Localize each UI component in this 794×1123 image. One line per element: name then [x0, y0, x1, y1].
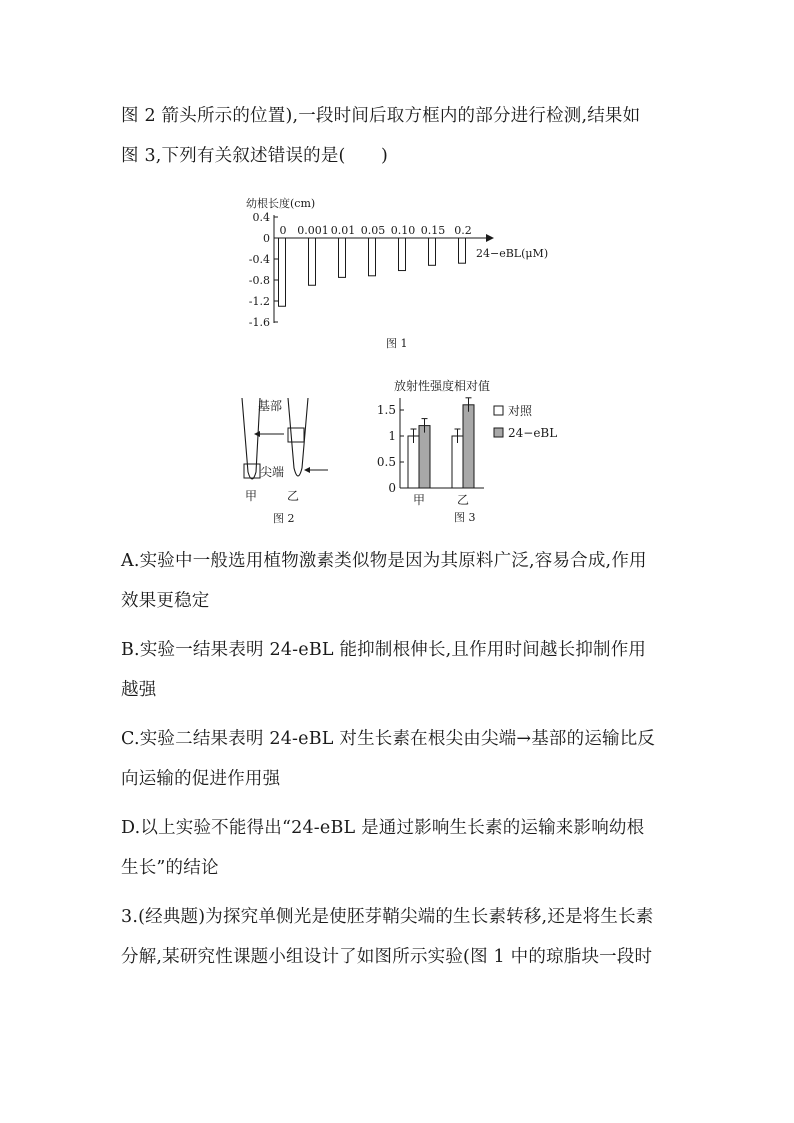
option-c-line-2: 向运输的促进作用强	[121, 769, 281, 789]
figure3-legend-swatch	[494, 406, 503, 415]
figure1-ytick-label: -0.8	[248, 274, 270, 287]
figure1-ytick-label: -1.6	[248, 316, 270, 329]
figure1-category-label: 0.01	[330, 224, 356, 237]
option-c	[121, 719, 681, 799]
intro-paragraph	[121, 96, 681, 176]
figure1-category-label: 0.001	[297, 224, 329, 237]
intro-line-2: 图 3,下列有关叙述错误的是( )	[121, 146, 389, 166]
figure3-legend-swatch	[494, 428, 503, 437]
figure1-ytick-label: -1.2	[248, 295, 270, 308]
figure3-bar	[463, 405, 474, 488]
figure1-bar	[429, 238, 436, 265]
figure1-bar	[369, 238, 376, 276]
figure2-caption: 图 2	[273, 512, 295, 525]
option-a-line-2: 效果更稳定	[121, 591, 210, 611]
option-b-line-1: B.实验一结果表明 24-eBL 能抑制根伸长,且作用时间越长抑制作用	[121, 640, 647, 660]
figure3-caption: 图 3	[454, 511, 476, 524]
figure2-diagram	[236, 394, 336, 530]
figure3-ytick-label: 0.5	[376, 455, 396, 469]
root-jia-tip-box	[244, 464, 260, 478]
figure1-bar	[459, 238, 466, 263]
root-yi	[288, 398, 308, 476]
option-b-line-2: 越强	[121, 680, 157, 700]
figure1-bar	[279, 238, 286, 306]
figure1-ylabel: 幼根长度(cm)	[246, 197, 316, 210]
figure3-category-label: 甲	[412, 493, 426, 507]
figure1-category-label: 0.10	[390, 224, 416, 237]
figure3-ytick-label: 1.5	[376, 403, 396, 417]
figure1-xlabel: 24−eBL(μM)	[476, 247, 549, 260]
option-a	[121, 541, 681, 621]
label-base: 基部	[258, 399, 283, 413]
question3-line-2: 分解,某研究性课题小组设计了如图所示实验(图 1 中的琼脂块一段时	[121, 947, 653, 967]
figure3-bar	[408, 436, 419, 488]
figure1-chart	[230, 193, 570, 358]
option-d	[121, 808, 681, 888]
question3-paragraph	[121, 897, 681, 977]
label-jia: 甲	[245, 489, 258, 503]
figure3-legend-label: 对照	[508, 404, 533, 418]
figure1-x-arrow	[486, 234, 494, 242]
figure3-bar	[419, 426, 430, 488]
arrow-jia-head	[254, 431, 260, 437]
figure1-ytick-label: 0.4	[252, 211, 270, 224]
figure1-ytick-label: -0.4	[248, 253, 270, 266]
figure1-category-label: 0.2	[454, 224, 472, 237]
figure3-chart	[372, 376, 572, 528]
figure1-category-label: 0.05	[360, 224, 386, 237]
option-b	[121, 630, 681, 710]
label-tip: 尖端	[260, 465, 285, 479]
figure3-ytick-label: 1	[388, 429, 396, 443]
figure1-category-label: 0.15	[420, 224, 446, 237]
label-yi: 乙	[287, 489, 300, 503]
option-d-line-2: 生长”的结论	[121, 858, 219, 878]
figure3-ytick-label: 0	[388, 481, 396, 495]
option-a-line-1: A.实验中一般选用植物激素类似物是因为其原料广泛,容易合成,作用	[121, 551, 647, 571]
figure1-caption: 图 1	[386, 337, 408, 350]
figure1-ytick-label: 0	[263, 232, 270, 245]
figure3-bar	[452, 436, 463, 488]
figure1-bar	[309, 238, 316, 285]
option-c-line-1: C.实验二结果表明 24-eBL 对生长素在根尖由尖端→基部的运输比反	[121, 729, 656, 749]
figure3-legend-label: 24−eBL	[508, 426, 558, 440]
figure1-bar	[399, 238, 406, 271]
figure1-bar	[339, 238, 346, 277]
figure3-category-label: 乙	[456, 493, 470, 507]
arrow-yi-head	[304, 467, 310, 473]
intro-line-1: 图 2 箭头所示的位置),一段时间后取方框内的部分进行检测,结果如	[121, 106, 641, 126]
question3-line-1: 3.(经典题)为探究单侧光是使胚芽鞘尖端的生长素转移,还是将生长素	[121, 907, 654, 927]
figure1-category-label: 0	[279, 224, 287, 237]
option-d-line-1: D.以上实验不能得出“24-eBL 是通过影响生长素的运输来影响幼根	[121, 818, 645, 838]
figure3-ylabel: 放射性强度相对值	[394, 379, 491, 393]
